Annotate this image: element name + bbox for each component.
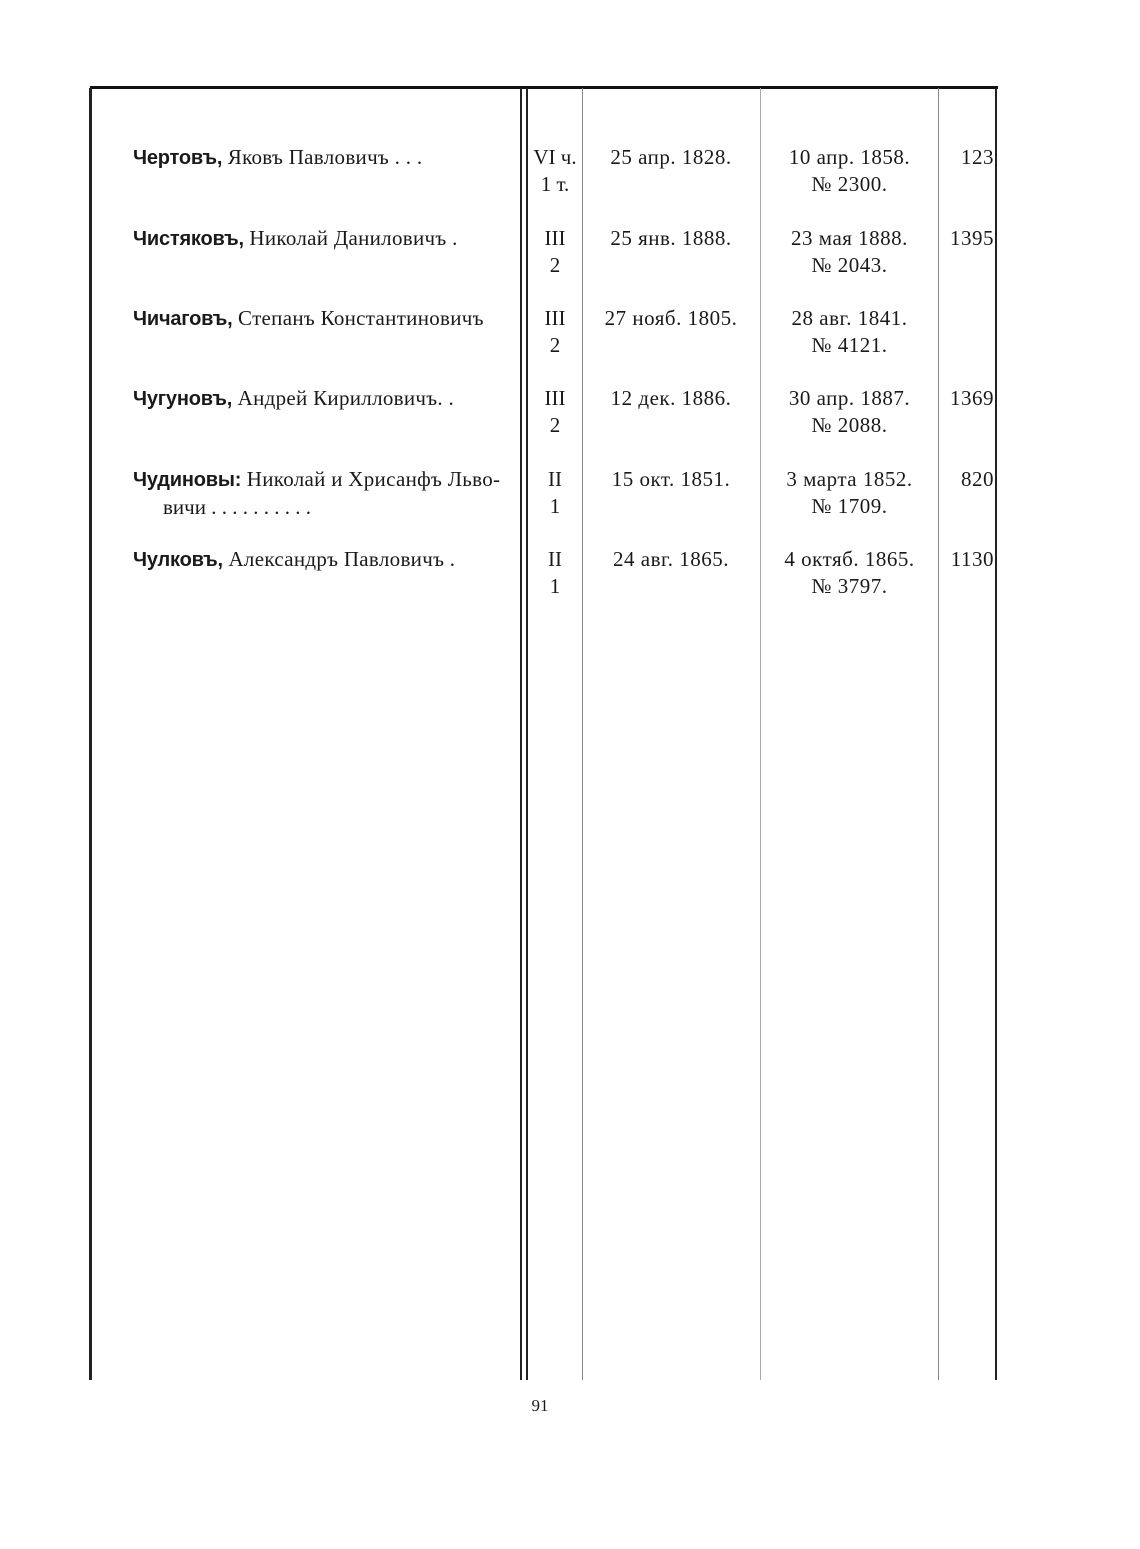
entry-given-names: Яковъ Павловичъ . . . [222, 145, 423, 169]
page-number: 91 [531, 1396, 549, 1415]
entry-page-number: 1369 [950, 386, 994, 410]
entry-page-number: 820 [961, 467, 994, 491]
entry-name [133, 225, 511, 253]
left-border-line [89, 88, 92, 1380]
entry-section: II 1 [548, 467, 562, 518]
entry-birth-date: 24 авг. 1865. [613, 547, 729, 571]
entry-row [0, 144, 1140, 200]
entry-surname: Чулковъ, [133, 549, 223, 571]
entry-name [133, 466, 511, 521]
name-column-divider [520, 88, 522, 1380]
entry-section: III 2 [544, 386, 566, 437]
entry-birth-date: 25 янв. 1888. [610, 226, 732, 250]
entry-grant-date: 28 авг. 1841. № 4121. [791, 306, 908, 357]
entry-name [133, 305, 511, 333]
entry-birth-date: 25 апр. 1828. [610, 145, 732, 169]
entry-name [133, 144, 511, 172]
entry-grant-date: 3 марта 1852. № 1709. [786, 467, 913, 518]
entry-given-names: Александръ Павловичъ . [222, 547, 456, 571]
entry-grant-date: 4 октяб. 1865. № 3797. [784, 547, 915, 598]
entry-page-number: 1395 [950, 226, 994, 250]
entry-section: VI ч. 1 т. [533, 145, 577, 196]
right-border-line [995, 88, 997, 1380]
entry-surname: Чугуновъ, [133, 388, 233, 410]
birth-column-divider [760, 88, 761, 1380]
entry-section: III 2 [544, 306, 566, 357]
top-rule [90, 86, 998, 89]
entry-row [0, 546, 1140, 602]
entry-row [0, 225, 1140, 281]
entry-row [0, 305, 1140, 361]
name-column-divider-inner [526, 88, 528, 1380]
entry-birth-date: 12 дек. 1886. [610, 386, 732, 410]
entry-surname: Чертовъ, [133, 147, 223, 169]
entry-given-names: Степанъ Константиновичъ [232, 306, 484, 330]
entry-given-names: Андрей Кирилловичъ. . [232, 386, 455, 410]
entry-given-names: Николай Даниловичъ . [243, 226, 458, 250]
section-column-divider [582, 88, 583, 1380]
entry-surname: Чистяковъ, [133, 228, 244, 250]
entry-given-names-continued: вичи . . . . . . . . . . [163, 495, 311, 519]
entry-section: II 1 [548, 547, 562, 598]
entry-given-names: Николай и Хрисанфъ Льво- [241, 467, 501, 491]
entry-grant-date: 10 апр. 1858. № 2300. [788, 145, 911, 196]
entry-row [0, 385, 1140, 441]
entry-section: III 2 [544, 226, 566, 277]
entry-grant-date: 30 апр. 1887. № 2088. [788, 386, 911, 437]
entry-surname: Чичаговъ, [133, 308, 233, 330]
entry-page-number: 1130 [950, 547, 994, 571]
entry-surname: Чудиновы: [133, 469, 242, 491]
entry-birth-date: 27 нояб. 1805. [604, 306, 738, 330]
grant-column-divider [938, 88, 939, 1380]
entry-row [0, 466, 1140, 522]
entry-page-number: 123 [961, 145, 994, 169]
entry-name [133, 546, 511, 574]
entry-name [133, 385, 511, 413]
entry-birth-date: 15 окт. 1851. [611, 467, 731, 491]
entry-grant-date: 23 мая 1888. № 2043. [791, 226, 908, 277]
